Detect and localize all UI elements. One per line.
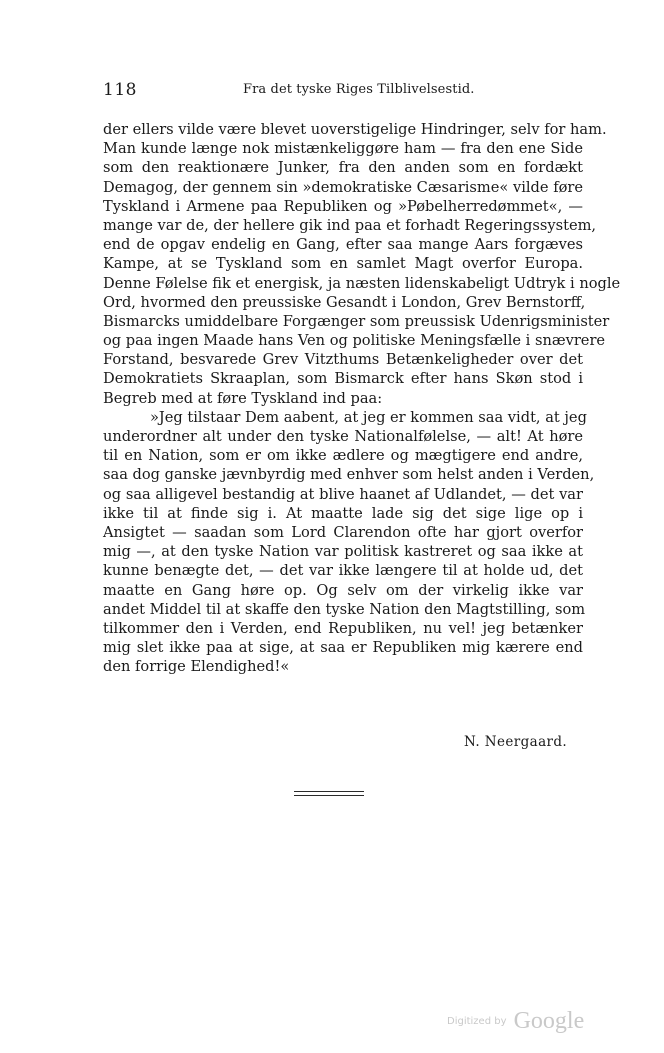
text-line: der ellers vilde være blevet uoverstigelige Hindringer, selv for ham. xyxy=(103,121,607,138)
quote-line: tilkommer den i Verden, end Republiken, nu vel! jeg betænker xyxy=(103,619,583,637)
text-line: Tyskland i Armene paa Republiken og »Pøbelherredømmet«, — xyxy=(103,197,583,215)
digitized-watermark xyxy=(447,1008,584,1035)
quote-line: maatte en Gang høre op. Og selv om der virkelig ikke var xyxy=(103,581,583,599)
page-number: 118 xyxy=(103,80,137,100)
quote-line: saa dog ganske jævnbyrdig med enhver som helst anden i Verden, xyxy=(103,466,595,484)
text-line: end de opgav endelig en Gang, efter saa mange Aars forgæves xyxy=(103,236,583,254)
text-line: Denne Følelse fik et energisk, ja næsten lidenskabeligt Udtryk i nogle xyxy=(103,274,621,292)
quote-line: den forrige Elendighed!« xyxy=(103,658,290,676)
section-divider xyxy=(294,791,364,792)
text-line: som den reaktionære Junker, fra den anden som en fordækt xyxy=(103,159,583,177)
quote-line: kunne benægte det, — det var ikke længere til at holde ud, det xyxy=(103,562,583,580)
quote-line: ikke til at finde sig i. At maatte lade sig det sige lige op i xyxy=(103,504,583,522)
section-divider xyxy=(294,795,364,796)
digitized-by-label: Digitized by xyxy=(447,1016,507,1027)
page-header xyxy=(103,80,583,104)
quote-line: »Jeg tilstaar Dem aabent, at jeg er kommen saa vidt, at jeg xyxy=(150,408,587,426)
text-line: mange var de, der hellere gik ind paa et forhadt Regeringssystem, xyxy=(103,216,597,234)
text-line: Man kunde længe nok mistænkeliggøre ham — fra den ene Side xyxy=(103,140,583,158)
text-line: Demokratiets Skraaplan, som Bismarck efter hans Skøn stod i xyxy=(103,370,583,388)
text-line: Kampe, at se Tyskland som en samlet Magt overfor Europa. xyxy=(103,255,583,273)
quote-line: og saa alligevel bestandig at blive haanet af Udlandet, — det var xyxy=(103,485,583,503)
google-logo: Google xyxy=(513,1008,585,1034)
text-line: Begreb med at føre Tyskland ind paa: xyxy=(103,389,383,407)
text-line: og paa ingen Maade hans Ven og politiske Meningsfælle i snævrere xyxy=(103,332,606,350)
quote-line: underordner alt under den tyske Nationalfølelse, — alt! At høre xyxy=(103,428,583,445)
quote-line: mig —, at den tyske Nation var politisk kastreret og saa ikke at xyxy=(103,543,583,561)
quote-line: Ansigtet — saadan som Lord Clarendon ofte har gjort overfor xyxy=(103,523,583,541)
author-signature: N. Neergaard. xyxy=(464,734,568,750)
text-line: Forstand, besvarede Grev Vitzthums Betænkeligheder over det xyxy=(103,351,583,369)
body-text xyxy=(103,120,621,676)
quote-line: andet Middel til at skaffe den tyske Nation den Magtstilling, som xyxy=(103,600,586,618)
quote-line: til en Nation, som er om ikke ædlere og mægtigere end andre, xyxy=(103,447,583,465)
text-line: Demagog, der gennem sin »demokratiske Cæsarisme« vilde føre xyxy=(103,178,583,196)
running-title: Fra det tyske Riges Tilblivelsestid. xyxy=(243,82,475,97)
text-line: Bismarcks umiddelbare Forgænger som preussisk Udenrigsminister xyxy=(103,312,610,330)
text-line: Ord, hvormed den preussiske Gesandt i London, Grev Bernstorff, xyxy=(103,293,586,311)
quote-line: mig slet ikke paa at sige, at saa er Republiken mig kærere end xyxy=(103,639,583,657)
